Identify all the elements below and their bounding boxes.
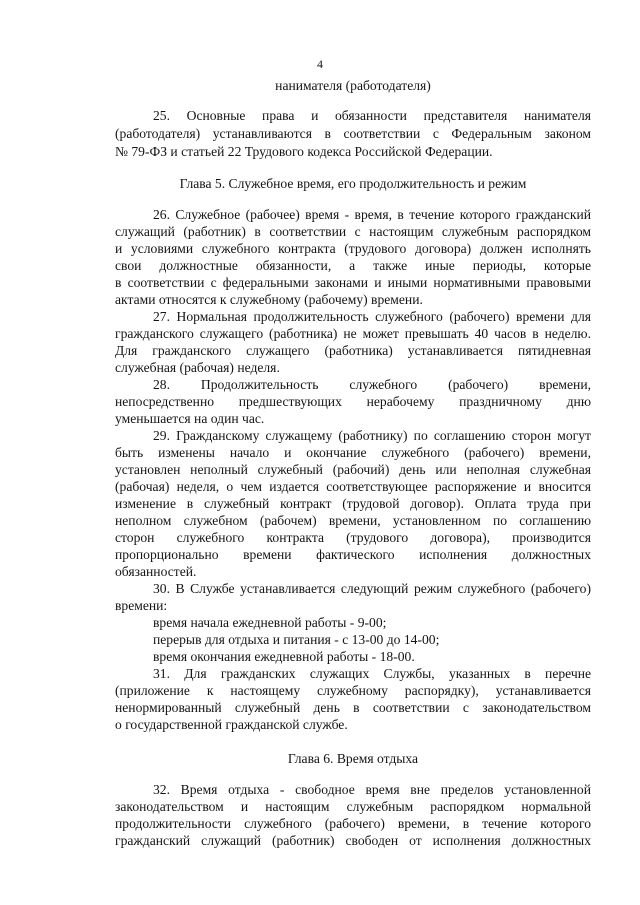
clause-line: свои должностные обязанности, а также иные периоды, которые [115,258,591,273]
clause-line: о государственной гражданской службе. [115,717,348,732]
clause-line: и условиями служебного контракта (трудового договора) должен исполнять [115,241,591,256]
clause-line: Для гражданского служащего (работника) устанавливается пятидневная [115,343,591,358]
clause-line: 32. Время отдыха - свободное время вне пределов установленной [153,782,591,797]
clause-line: изменение в служебный контракт (трудовой договор). Оплата труда при [115,496,591,511]
clause-line: продолжительности служебного (рабочего) времени, в течение которого [115,816,591,831]
chapter-5-title: Глава 5. Служебное время, его продолжительность и режим [179,176,527,191]
section-heading: нанимателя (работодателя) [275,78,431,93]
clause-line: непосредственно предшествующих нерабочему праздничному дню [115,394,591,409]
clause-line: неполном служебном (рабочем) времени, установленном по соглашению [115,513,591,528]
clause-line: в соответствии с федеральными законами и иными нормативными правовыми [115,275,591,290]
clause-line: времени: [115,598,168,613]
clause-line: установлен неполный служебный (рабочий) день или неполная служебная [115,462,591,477]
clause-line: 31. Для гражданских служащих Службы, указанных в перечне [153,666,591,681]
clause-line: пропорционально времени фактического исполнения должностных [115,547,591,562]
clause-line: (приложение к настоящему служебному распорядку), устанавливается [115,683,591,698]
clause-line: 27. Нормальная продолжительность служебного (рабочего) времени для [153,309,591,324]
clause-line: служебная (рабочая) неделя. [115,360,280,375]
clause-line: сторон служебного контракта (трудового договора), производится [115,530,591,545]
clause-line: гражданского служащего (работника) не может превышать 40 часов в неделю. [115,326,591,341]
clause-line: законодательством и настоящим служебным распорядком нормальной [115,799,591,814]
clause-line: № 79-ФЗ и статьей 22 Трудового кодекса Российской Федерации. [115,144,493,159]
clause-line: (рабочая) неделя, о чем издается соответствующее распоряжение и вносится [115,479,591,494]
schedule-item: время начала ежедневной работы - 9-00; [153,615,387,630]
clause-line: 28. Продолжительность служебного (рабочего) времени, [153,377,591,392]
clause-line: уменьшается на один час. [115,411,265,426]
schedule-item: время окончания ежедневной работы - 18-00. [153,649,415,664]
clause-line: гражданский служащий (работник) свободен от исполнения должностных [115,833,591,848]
clause-line: 29. Гражданскому служащему (работнику) по соглашению сторон могут [153,428,591,443]
clause-line: 25. Основные права и обязанности представителя нанимателя [153,108,591,123]
clause-line: 26. Служебное (рабочее) время - время, в течение которого гражданский [153,207,591,222]
clause-line: ненормированный служебный день в соответствии с законодательством [115,700,591,715]
clause-line: служащий (работник) в соответствии с настоящим служебным распорядком [115,224,591,239]
clause-line: актами относятся к служебному (рабочему) времени. [115,292,423,307]
page-number: 4 [317,57,323,71]
schedule-item: перерыв для отдыха и питания - с 13-00 до 14-00; [153,632,440,647]
chapter-6-title: Глава 6. Время отдыха [287,751,419,766]
clause-line: (работодателя) устанавливаются в соответствии с Федеральным законом [115,126,591,141]
clause-line: обязанностей. [115,564,197,579]
clause-line: 30. В Службе устанавливается следующий режим служебного (рабочего) [153,581,591,596]
clause-line: быть изменены начало и окончание служебного (рабочего) времени, [115,445,591,460]
